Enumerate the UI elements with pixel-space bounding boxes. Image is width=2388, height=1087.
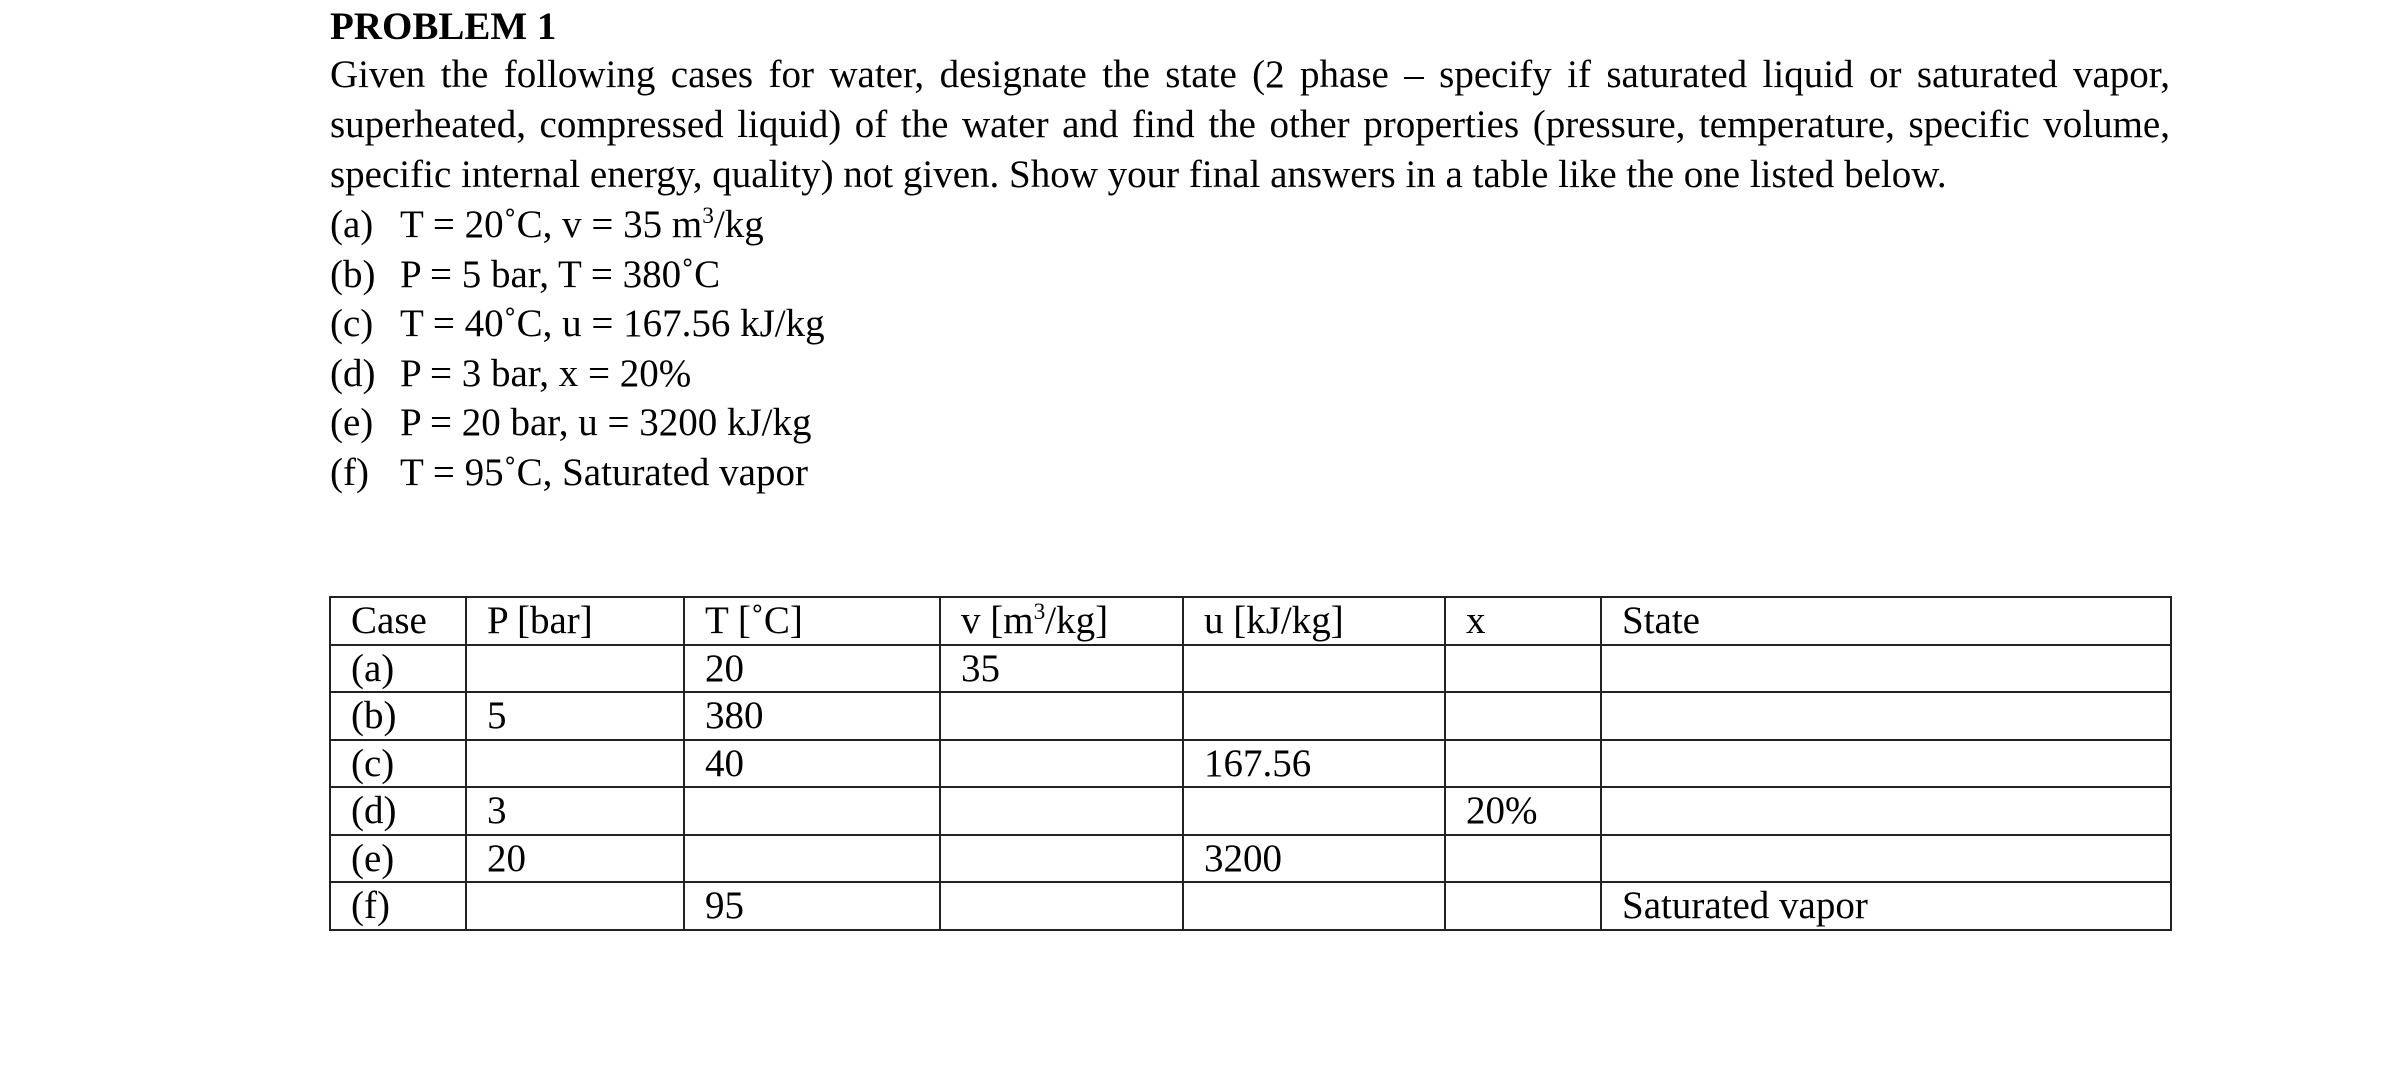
header-internal-energy: u [kJ/kg] [1183, 597, 1445, 645]
cell-case: (c) [330, 740, 466, 788]
cell-specific-volume [940, 740, 1183, 788]
header-pressure: P [bar] [466, 597, 684, 645]
cell-temperature: 95 [684, 882, 940, 930]
cell-quality [1445, 645, 1601, 693]
table-row [330, 645, 2171, 693]
case-list [330, 200, 2170, 497]
problem-document [330, 4, 2170, 497]
cell-internal-energy: 167.56 [1183, 740, 1445, 788]
cell-specific-volume [940, 882, 1183, 930]
header-v-unit: /kg] [1045, 599, 1109, 643]
case-condition: T = 40˚C, u = 167.56 kJ/kg [400, 302, 825, 345]
cell-internal-energy: 3200 [1183, 835, 1445, 883]
table-row [330, 882, 2171, 930]
cell-state [1601, 645, 2171, 693]
cell-internal-energy [1183, 645, 1445, 693]
cell-internal-energy [1183, 787, 1445, 835]
cell-state [1601, 740, 2171, 788]
superscript: 3 [1033, 599, 1046, 626]
table-row [330, 692, 2171, 740]
cell-quality [1445, 740, 1601, 788]
cell-state [1601, 835, 2171, 883]
cell-temperature [684, 835, 940, 883]
case-condition-unit: /kg [713, 203, 764, 246]
case-label: (e) [330, 401, 374, 444]
cell-quality: 20% [1445, 787, 1601, 835]
cell-quality [1445, 882, 1601, 930]
cell-pressure: 3 [466, 787, 684, 835]
cell-quality [1445, 692, 1601, 740]
cell-state [1601, 787, 2171, 835]
case-label: (c) [330, 302, 374, 345]
case-condition: T = 95˚C, Saturated vapor [400, 450, 808, 494]
problem-title: PROBLEM 1 [330, 5, 557, 48]
cell-case: (d) [330, 787, 466, 835]
cell-specific-volume [940, 835, 1183, 883]
cell-case: (e) [330, 835, 466, 883]
cell-pressure [466, 645, 684, 693]
header-quality: x [1445, 597, 1601, 645]
case-label: (d) [330, 351, 376, 395]
cell-case: (a) [330, 645, 466, 693]
table-row [330, 787, 2171, 835]
cell-pressure [466, 740, 684, 788]
cell-temperature [684, 787, 940, 835]
header-state: State [1601, 597, 2171, 645]
case-item-b [330, 250, 2170, 300]
cell-specific-volume [940, 692, 1183, 740]
case-label: (b) [330, 252, 376, 296]
case-condition: P = 20 bar, u = 3200 kJ/kg [400, 401, 812, 444]
cell-temperature: 380 [684, 692, 940, 740]
cell-case: (f) [330, 882, 466, 930]
case-item-e [330, 398, 2170, 448]
case-item-f [330, 448, 2170, 498]
case-label: (f) [330, 450, 369, 494]
case-item-d [330, 349, 2170, 399]
cell-temperature: 40 [684, 740, 940, 788]
cell-case: (b) [330, 692, 466, 740]
header-specific-volume [940, 597, 1183, 645]
cell-internal-energy [1183, 692, 1445, 740]
cell-pressure [466, 882, 684, 930]
case-condition: T = 20˚C, v = 35 m [400, 203, 703, 246]
table-row [330, 740, 2171, 788]
table-header-row [330, 597, 2171, 645]
header-temperature: T [˚C] [684, 597, 940, 645]
case-label: (a) [330, 203, 374, 246]
table-row [330, 835, 2171, 883]
cell-specific-volume: 35 [940, 645, 1183, 693]
case-item-c [330, 299, 2170, 349]
cell-specific-volume [940, 787, 1183, 835]
cell-quality [1445, 835, 1601, 883]
case-condition: P = 3 bar, x = 20% [400, 351, 692, 395]
cell-state [1601, 692, 2171, 740]
cell-state: Saturated vapor [1601, 882, 2171, 930]
cell-pressure: 20 [466, 835, 684, 883]
header-case: Case [330, 597, 466, 645]
cell-internal-energy [1183, 882, 1445, 930]
results-table [329, 596, 2172, 931]
superscript: 3 [702, 203, 714, 229]
cell-pressure: 5 [466, 692, 684, 740]
cell-temperature: 20 [684, 645, 940, 693]
problem-instructions: Given the following cases for water, designate the state (2 phase – specify if saturated liquid or saturated vapor, superheated, compressed liquid) of the water and find the other properties (pressure, temperature, specific volume, specific internal energy, quality) not given. Show your final answers in a table like the one listed below. [330, 53, 2170, 196]
header-v-text: v [m [961, 599, 1034, 643]
case-condition: P = 5 bar, T = 380˚C [400, 252, 721, 296]
case-item-a [330, 200, 2170, 250]
